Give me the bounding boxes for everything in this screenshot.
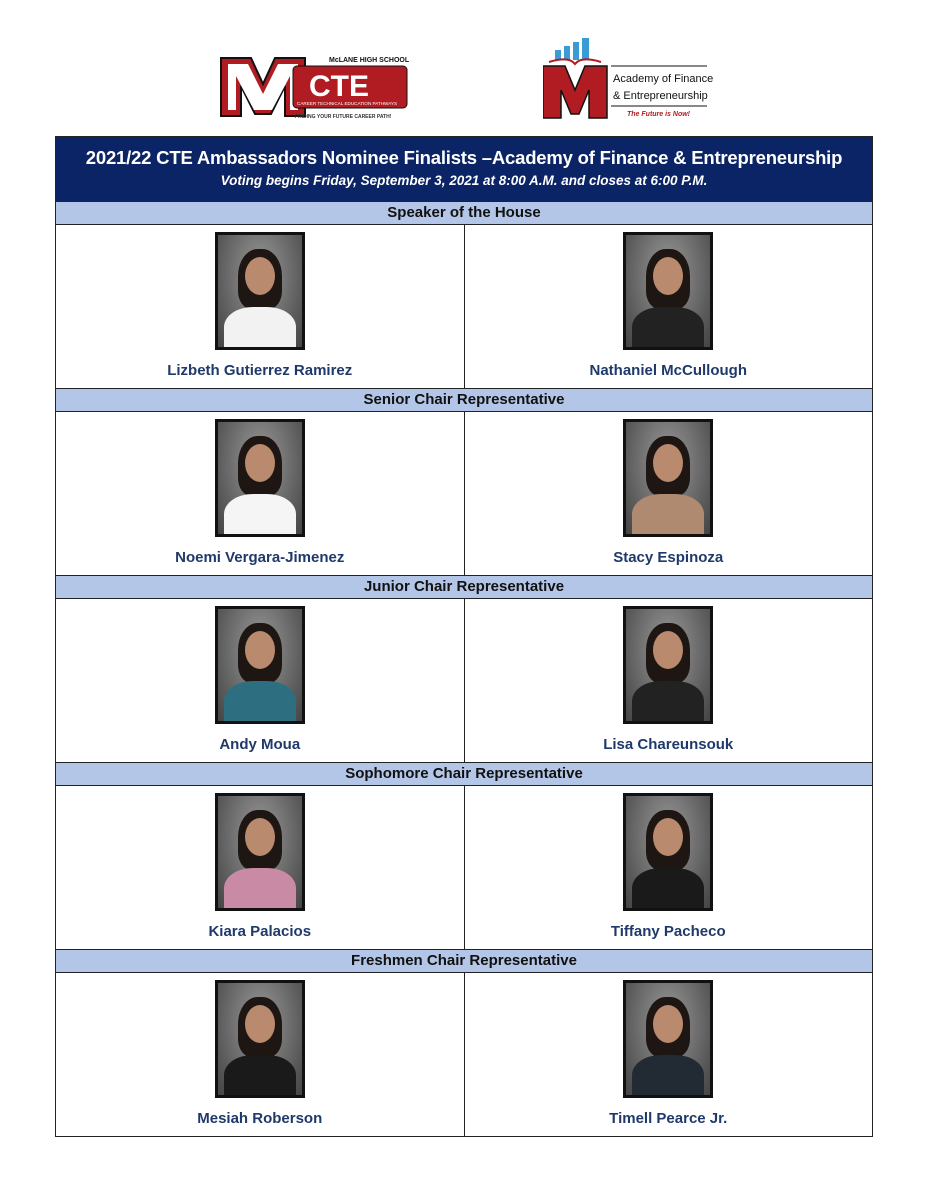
svg-text:Academy of Finance: Academy of Finance — [613, 73, 713, 85]
photo-face — [653, 257, 683, 295]
page-title: 2021/22 CTE Ambassadors Nominee Finalists –Academy of Finance & Entrepreneurship — [85, 147, 843, 168]
svg-text:CTE: CTE — [309, 70, 369, 103]
photo-shirt — [632, 307, 704, 350]
nominee-photo — [623, 793, 713, 911]
category-heading: Sophomore Chair Representative — [56, 763, 872, 786]
photo-face — [653, 444, 683, 482]
category-heading: Freshmen Chair Representative — [56, 950, 872, 973]
photo-shirt — [224, 307, 296, 350]
nominee-cell — [464, 412, 873, 575]
nominee-cell — [56, 786, 464, 949]
nominee-photo — [623, 232, 713, 350]
nominee-photo — [215, 793, 305, 911]
nominee-cell — [464, 973, 873, 1136]
photo-shirt — [632, 681, 704, 724]
svg-text:FINDING YOUR FUTURE CAREER PAT: FINDING YOUR FUTURE CAREER PATH! — [295, 114, 392, 120]
nominee-row — [56, 412, 872, 576]
nominee-cell — [56, 412, 464, 575]
academy-finance-logo — [543, 38, 713, 120]
nominee-row — [56, 599, 872, 763]
nominee-name: Lisa Chareunsouk — [603, 736, 734, 753]
photo-face — [245, 257, 275, 295]
photo-shirt — [224, 494, 296, 537]
category-heading: Junior Chair Representative — [56, 576, 872, 599]
nominee-row — [56, 225, 872, 389]
mclane-cte-logo — [219, 52, 409, 122]
photo-face — [653, 631, 683, 669]
svg-text:McLANE HIGH SCHOOL: McLANE HIGH SCHOOL — [329, 57, 409, 64]
nominee-photo — [215, 419, 305, 537]
nominee-photo — [215, 980, 305, 1098]
nominee-name: Timell Pearce Jr. — [609, 1110, 728, 1127]
nominee-cell — [56, 599, 464, 762]
photo-face — [245, 1005, 275, 1043]
nominee-name: Noemi Vergara-Jimenez — [175, 549, 345, 566]
nominee-name: Kiara Palacios — [208, 923, 312, 940]
nominee-cell — [56, 973, 464, 1136]
nominee-name: Nathaniel McCullough — [589, 362, 747, 379]
photo-face — [245, 631, 275, 669]
nominee-photo — [623, 980, 713, 1098]
nominee-photo — [623, 419, 713, 537]
photo-shirt — [632, 1055, 704, 1098]
nominee-row — [56, 786, 872, 950]
photo-shirt — [632, 494, 704, 537]
photo-face — [653, 1005, 683, 1043]
photo-face — [653, 818, 683, 856]
nominee-name: Mesiah Roberson — [197, 1110, 323, 1127]
photo-shirt — [224, 1055, 296, 1098]
svg-text:CAREER TECHNICAL EDUCATION PAT: CAREER TECHNICAL EDUCATION PATHWAYS — [297, 101, 398, 106]
nominee-cell — [464, 225, 873, 388]
nominee-name: Stacy Espinoza — [613, 549, 724, 566]
nominee-photo — [623, 606, 713, 724]
nominee-photo — [215, 232, 305, 350]
nominee-name: Lizbeth Gutierrez Ramirez — [167, 362, 353, 379]
nominee-cell — [56, 225, 464, 388]
nominee-row — [56, 973, 872, 1136]
nominee-cell — [464, 599, 873, 762]
nominee-cell — [464, 786, 873, 949]
photo-face — [245, 818, 275, 856]
photo-shirt — [224, 868, 296, 911]
table-header — [56, 137, 872, 202]
photo-face — [245, 444, 275, 482]
svg-text:& Entrepreneurship: & Entrepreneurship — [613, 90, 708, 102]
nominee-name: Tiffany Pacheco — [610, 923, 726, 940]
nominee-table — [55, 136, 873, 1137]
photo-shirt — [632, 868, 704, 911]
voting-info: Voting begins Friday, September 3, 2021 at 8:00 A.M. and closes at 6:00 P.M. — [220, 173, 708, 188]
category-heading: Speaker of the House — [56, 202, 872, 225]
category-heading: Senior Chair Representative — [56, 389, 872, 412]
svg-text:The Future is Now!: The Future is Now! — [627, 111, 690, 118]
nominee-photo — [215, 606, 305, 724]
photo-shirt — [224, 681, 296, 724]
nominee-name: Andy Moua — [219, 736, 301, 753]
